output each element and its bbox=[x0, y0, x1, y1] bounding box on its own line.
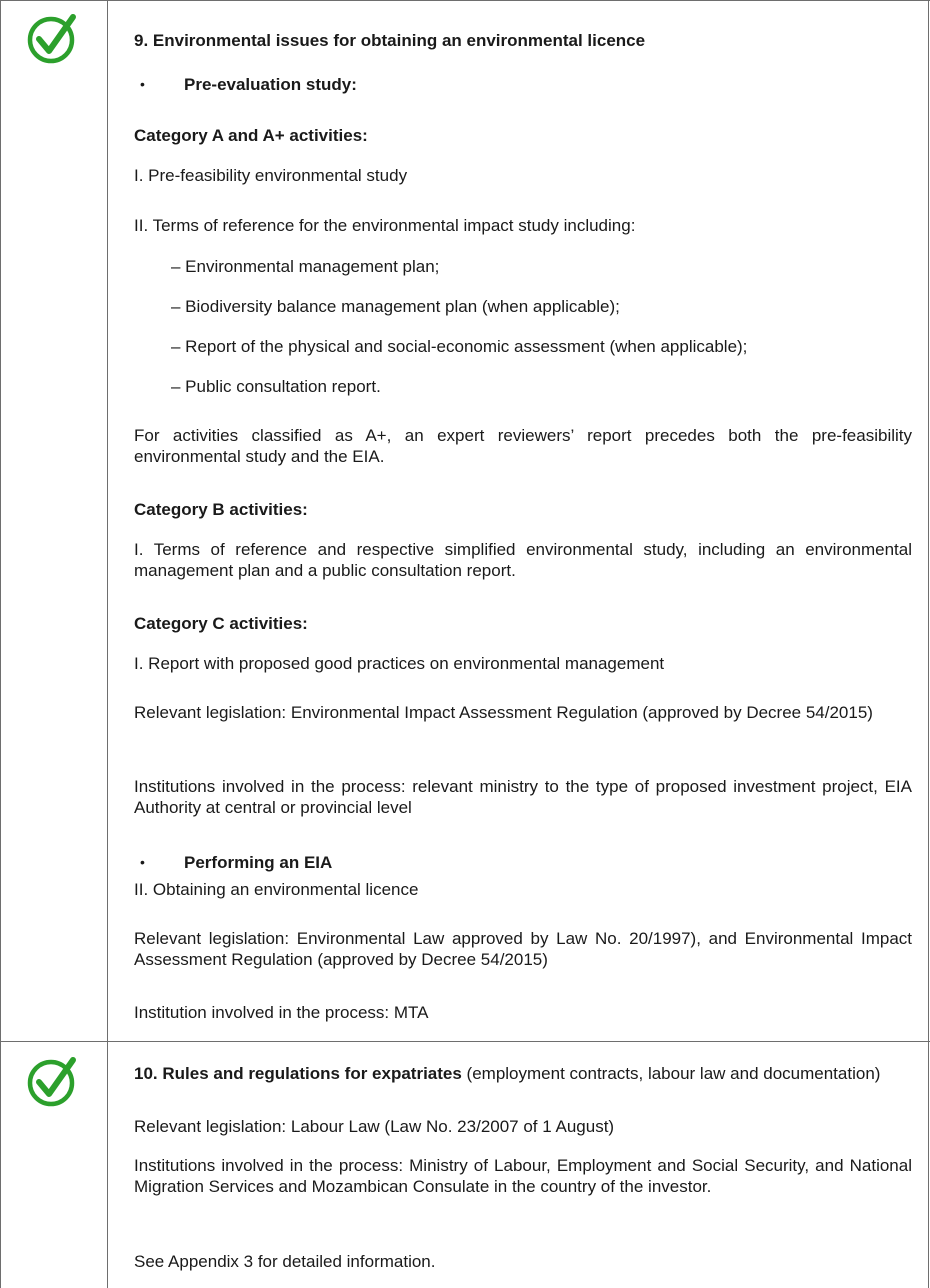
bullet: • bbox=[140, 854, 145, 870]
section-10-subtitle: (employment contracts, labour law and documentation) bbox=[461, 1064, 881, 1083]
category-a-heading: Category A and A+ activities: bbox=[134, 126, 368, 145]
check-circle-icon bbox=[26, 11, 80, 65]
category-a-note: For activities classified as A+, an expert reviewers’ report precedes both the pre-feasibility environmental study and the EIA. bbox=[134, 426, 912, 466]
legislation-1: Relevant legislation: Environmental Impact Assessment Regulation (approved by Decree 54/2015) bbox=[134, 703, 873, 722]
section-9 bbox=[134, 0, 912, 1040]
column-divider bbox=[107, 0, 108, 1288]
category-c-item-1: I. Report with proposed good practices on environmental management bbox=[134, 654, 665, 673]
institutions-3: Institutions involved in the process: Ministry of Labour, Employment and Social Security, and National Migration Services and Mozambican Consulate in the country of the investor. bbox=[134, 1156, 912, 1196]
section-10-heading bbox=[134, 1063, 912, 1084]
legislation-2: Relevant legislation: Environmental Law approved by Law No. 20/1997), and Environmental Impact Assessment Regulation (approved by Decree 54/2015) bbox=[134, 929, 912, 969]
section-10 bbox=[134, 1041, 912, 1288]
list-item: – Report of the physical and social-economic assessment (when applicable); bbox=[171, 337, 748, 356]
category-a-item-1: I. Pre-feasibility environmental study bbox=[134, 166, 408, 185]
section-10-title: 10. Rules and regulations for expatriates bbox=[134, 1064, 462, 1083]
list-item: – Biodiversity balance management plan (when applicable); bbox=[171, 297, 620, 316]
category-b-item-1: I. Terms of reference and respective simplified environmental study, including an environmental management plan and a public consultation report. bbox=[134, 540, 912, 580]
category-b-heading: Category B activities: bbox=[134, 500, 308, 519]
section-9-heading: 9. Environmental issues for obtaining an environmental licence bbox=[134, 31, 646, 50]
performing-eia-heading: Performing an EIA bbox=[184, 853, 333, 872]
list-item: – Environmental management plan; bbox=[171, 257, 440, 276]
pre-evaluation-heading: Pre-evaluation study: bbox=[184, 75, 357, 94]
check-circle-icon bbox=[26, 1054, 80, 1108]
bullet: • bbox=[140, 76, 145, 92]
legislation-3: Relevant legislation: Labour Law (Law No. 23/2007 of 1 August) bbox=[134, 1117, 615, 1136]
category-c-heading: Category C activities: bbox=[134, 614, 308, 633]
appendix-note: See Appendix 3 for detailed information. bbox=[134, 1252, 436, 1271]
institution-2: Institution involved in the process: MTA bbox=[134, 1003, 429, 1022]
category-a-item-2: II. Terms of reference for the environmental impact study including: bbox=[134, 216, 636, 235]
list-item: – Public consultation report. bbox=[171, 377, 381, 396]
licence-item: II. Obtaining an environmental licence bbox=[134, 880, 419, 899]
institutions-1: Institutions involved in the process: relevant ministry to the type of proposed investment project, EIA Authority at central or provincial level bbox=[134, 777, 912, 817]
